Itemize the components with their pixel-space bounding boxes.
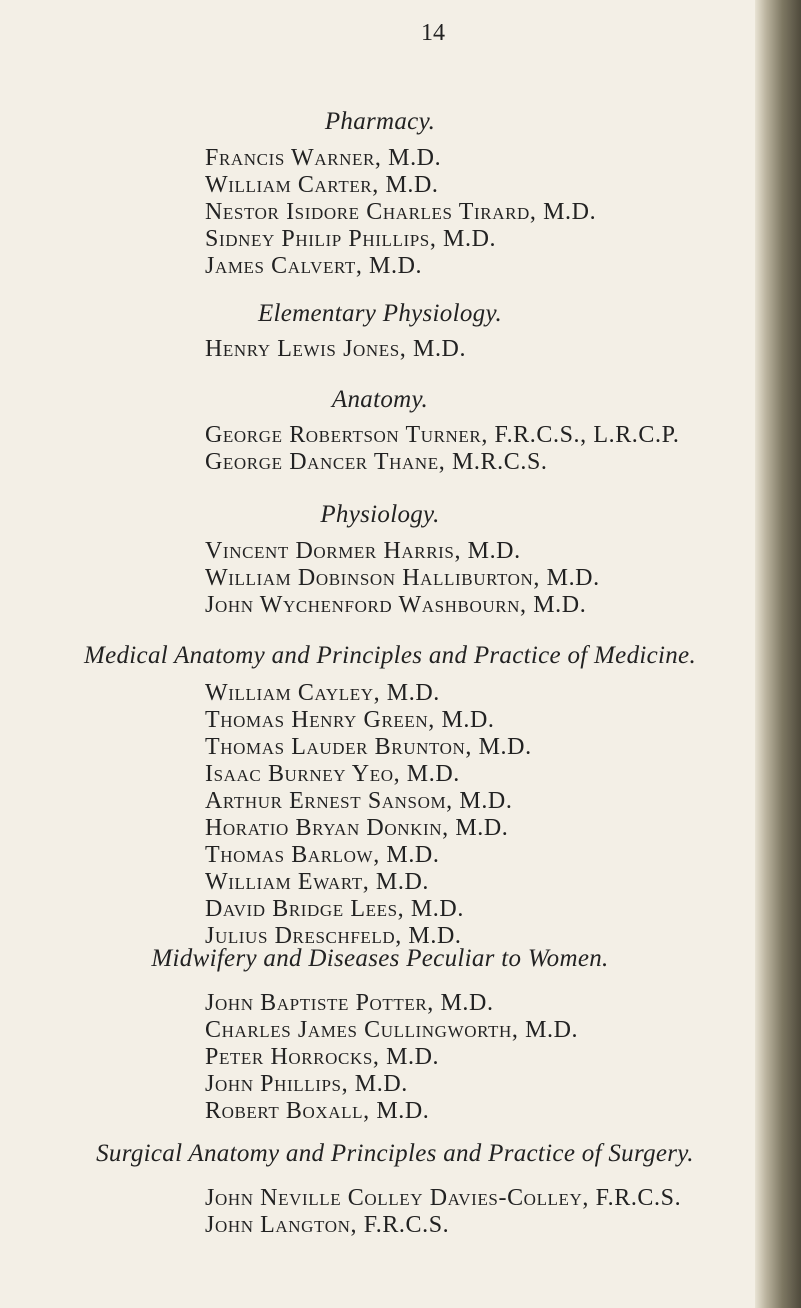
- section-list-midwifery: [205, 990, 578, 1125]
- list-item: Horatio Bryan Donkin, M.D.: [205, 815, 509, 841]
- list-item: Thomas Henry Green, M.D.: [205, 707, 495, 733]
- list-item: John Phillips, M.D.: [205, 1071, 408, 1097]
- list-item: John Langton, F.R.C.S.: [205, 1212, 450, 1238]
- section-list-pharmacy: [205, 145, 596, 280]
- section-heading-surgery: Surgical Anatomy and Principles and Practice of Surgery.: [96, 1140, 694, 1167]
- list-item: James Calvert, M.D.: [205, 253, 423, 279]
- list-item: Charles James Cullingworth, M.D.: [205, 1017, 579, 1043]
- section-heading-physiology: Physiology.: [320, 501, 440, 528]
- list-item: William Cayley, M.D.: [205, 680, 440, 706]
- list-item: John Wychenford Washbourn, M.D.: [205, 592, 587, 618]
- list-item: Thomas Lauder Brunton, M.D.: [205, 734, 532, 760]
- page-number: 14: [421, 20, 445, 46]
- list-item: Francis Warner, M.D.: [205, 145, 442, 171]
- list-item: William Dobinson Halliburton, M.D.: [205, 565, 600, 591]
- section-heading-pharmacy: Pharmacy.: [324, 108, 436, 135]
- section-heading-elementary-physiology: Elementary Physiology.: [257, 300, 503, 327]
- section-heading-anatomy: Anatomy.: [331, 386, 429, 413]
- list-item: Henry Lewis Jones, M.D.: [205, 336, 467, 362]
- list-item: Robert Boxall, M.D.: [205, 1098, 430, 1124]
- list-item: William Ewart, M.D.: [205, 869, 430, 895]
- list-item: John Baptiste Potter, M.D.: [205, 990, 494, 1016]
- list-item: Thomas Barlow, M.D.: [205, 842, 440, 868]
- list-item: William Carter, M.D.: [205, 172, 439, 198]
- list-item: Peter Horrocks, M.D.: [205, 1044, 440, 1070]
- section-list-medicine: [205, 680, 532, 950]
- list-item: David Bridge Lees, M.D.: [205, 896, 464, 922]
- list-item: John Neville Colley Davies-Colley, F.R.C.S.: [205, 1185, 682, 1211]
- section-list-surgery: [205, 1185, 681, 1239]
- list-item: Sidney Philip Phillips, M.D.: [205, 226, 497, 252]
- section-list-elementary-physiology: [205, 336, 466, 363]
- list-item: Isaac Burney Yeo, M.D.: [205, 761, 460, 787]
- list-item: Nestor Isidore Charles Tirard, M.D.: [205, 199, 597, 225]
- list-item: George Dancer Thane, M.R.C.S.: [205, 449, 548, 475]
- section-list-anatomy: [205, 422, 680, 476]
- list-item: Vincent Dormer Harris, M.D.: [205, 538, 521, 564]
- section-list-physiology: [205, 538, 600, 619]
- list-item: Julius Dreschfeld, M.D.: [205, 923, 462, 949]
- list-item: Arthur Ernest Sansom, M.D.: [205, 788, 513, 814]
- section-heading-midwifery: Midwifery and Diseases Peculiar to Women.: [151, 945, 609, 972]
- list-item: George Robertson Turner, F.R.C.S., L.R.C.P.: [205, 422, 680, 448]
- section-heading-medicine: Medical Anatomy and Principles and Practice of Medicine.: [83, 642, 696, 669]
